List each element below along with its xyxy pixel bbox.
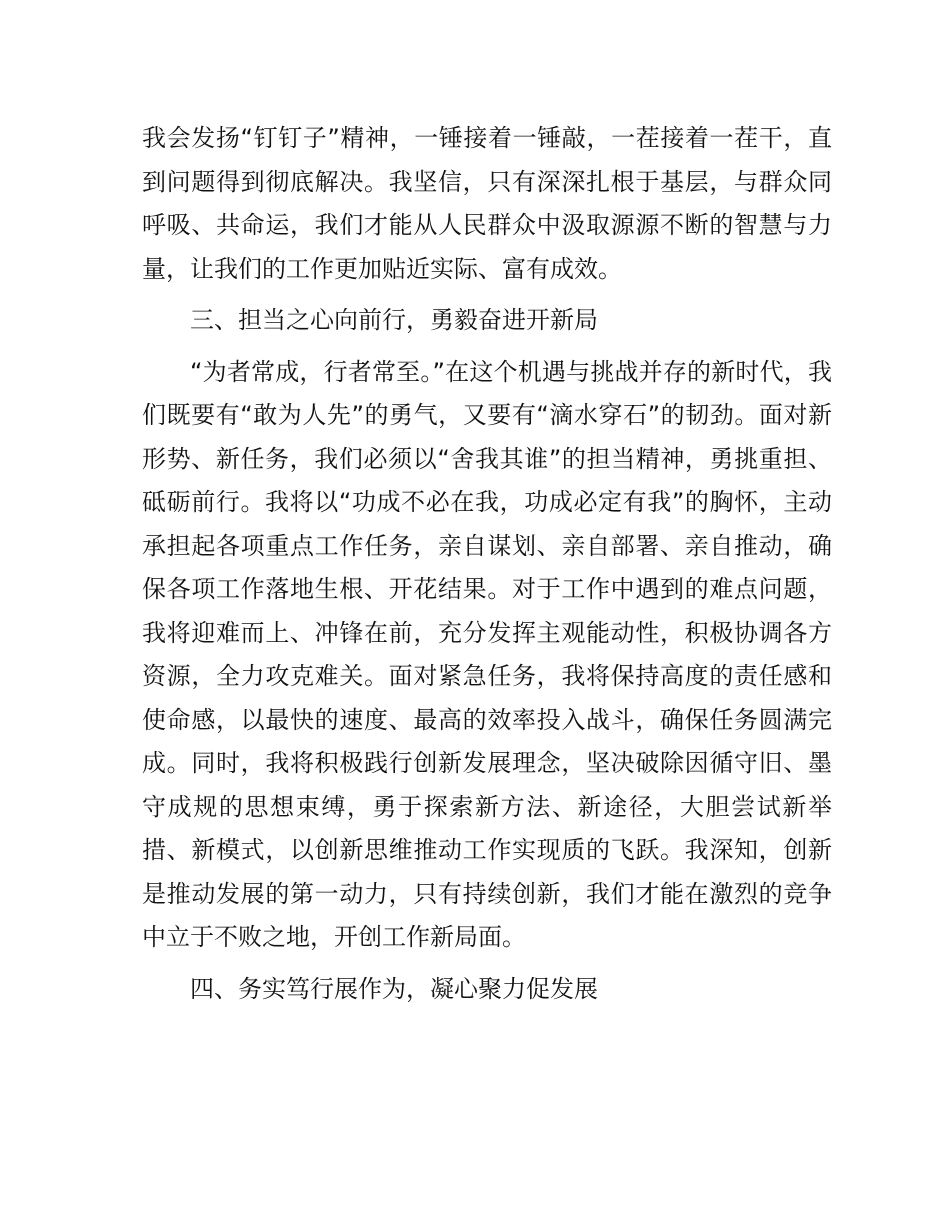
document-body: [142, 117, 832, 1019]
paragraph-continued: 我会发扬“钉钉子”精神，一锤接着一锤敲，一茬接着一茬干，直到问题得到彻底解决。我坚信，只有深深扎根于基层，与群众同呼吸、共命运，我们才能从人民群众中汲取源源不断的智慧与力量，让我们的工作更加贴近实际、富有成效。: [142, 124, 832, 283]
section-heading-3: 三、担当之心向前行，勇毅奋进开新局: [190, 306, 598, 334]
section-heading-4: 四、务实笃行展作为，凝心聚力促发展: [190, 974, 598, 1003]
paragraph-3: “为者常成，行者常至。”在这个机遇与挑战并存的新时代，我们既要有“敢为人先”的勇气，又要有“滴水穿石”的韧劲。面对新形势、新任务，我们必须以“舍我其谁”的担当精神，勇挑重担、砥砺前行。我将以“功成不必在我，功成必定有我”的胸怀，主动承担起各项重点工作任务，亲自谋划、亲自部署、亲自推动，确保各项工作落地生根、开花结果。对于工作中遇到的难点问题，我将迎难而上、冲锋在前，充分发挥主观能动性，积极协调各方资源，全力攻克难关。面对紧急任务，我将保持高度的责任感和使命感，以最快的速度、最高的效率投入战斗，确保任务圆满完成。同时，我将积极践行创新发展理念，坚决破除因循守旧、墨守成规的思想束缚，勇于探索新方法、新途径，大胆尝试新举措、新模式，以创新思维推动工作实现质的飞跃。我深知，创新是推动发展的第一动力，只有持续创新，我们才能在激烈的竞争中立于不败之地，开创工作新局面。: [142, 357, 832, 951]
